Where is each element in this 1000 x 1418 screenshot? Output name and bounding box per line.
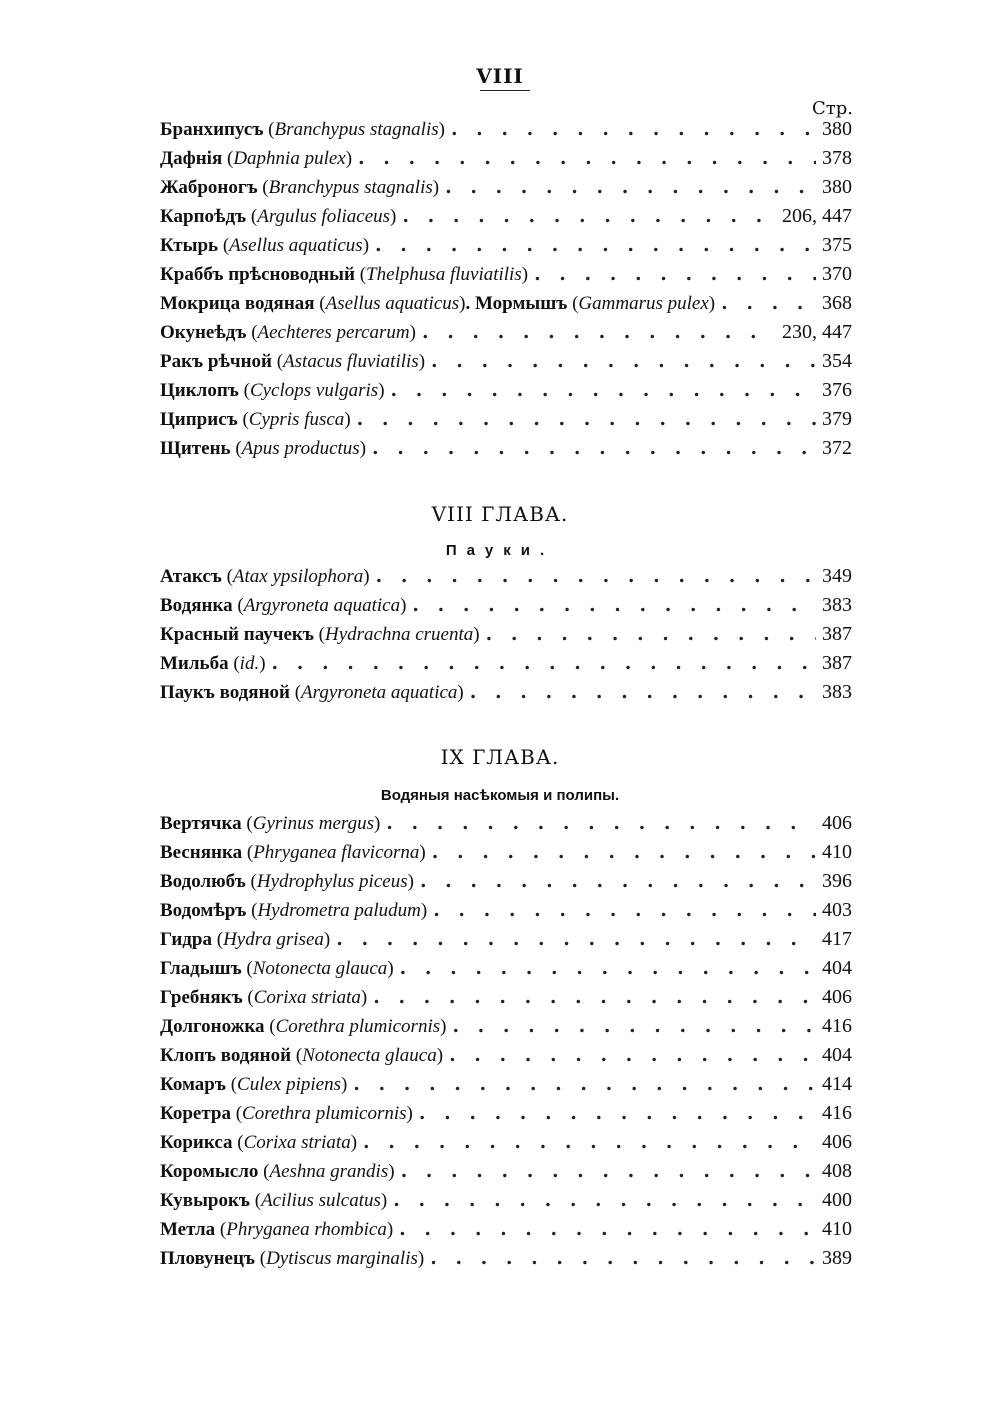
entry-latin: Cyclops vulgaris <box>249 380 379 401</box>
entry-latin: Notonecta glauca <box>252 958 388 979</box>
close-paren: ) <box>400 595 407 616</box>
entry-pages: 406 <box>822 812 852 834</box>
entry-latin: Argyroneta aquatica <box>301 682 458 703</box>
index-entry <box>160 594 852 623</box>
close-paren: ) <box>406 1103 413 1124</box>
dot-leader <box>412 594 816 616</box>
close-paren: ) <box>420 900 428 921</box>
close-paren: ) <box>409 322 416 343</box>
entry-term: Красный паучекъ <box>160 624 314 645</box>
entry-term: Гладышъ <box>160 958 242 979</box>
close-paren: ) <box>360 987 368 1008</box>
entry-pages: 410 <box>822 841 852 863</box>
entry-latin: Dytiscus marginalis <box>266 1248 418 1269</box>
close-paren: ) <box>390 206 397 227</box>
section-1-entries <box>160 118 852 466</box>
close-paren: ) <box>380 1190 388 1211</box>
close-paren: ) <box>340 1074 348 1095</box>
entry-pages: 349 <box>822 565 852 587</box>
close-paren: ) <box>436 1045 444 1066</box>
entry-latin: Hydrachna cruenta <box>325 624 474 645</box>
index-entry <box>160 205 852 234</box>
entry-pages: 404 <box>822 957 852 979</box>
index-entry <box>160 176 852 205</box>
entry-latin: Argulus foliaceus <box>257 206 391 227</box>
dot-leader <box>422 321 776 343</box>
entry-term: Мокрица водяная <box>160 293 315 314</box>
dot-leader <box>376 565 816 587</box>
open-paren: ( <box>242 842 254 863</box>
dot-leader <box>391 379 816 401</box>
index-entry <box>160 957 852 986</box>
dot-leader <box>336 928 816 950</box>
close-paren: ) <box>373 813 381 834</box>
entry-latin: Gyrinus mergus <box>252 813 374 834</box>
entry-latin: Culex pipiens <box>237 1074 341 1095</box>
entry-term: Пловунецъ <box>160 1248 255 1269</box>
open-paren: ( <box>230 438 242 459</box>
entry-pages: 403 <box>822 899 852 921</box>
section-3-entries <box>160 812 852 1276</box>
entry-latin: Aechteres percarum <box>257 322 410 343</box>
index-entry <box>160 1102 852 1131</box>
index-entry <box>160 681 852 710</box>
close-paren: ) <box>323 929 331 950</box>
dot-leader <box>373 986 816 1008</box>
entry-term: Ктырь <box>160 235 219 256</box>
entry-term: Метла <box>160 1219 216 1240</box>
entry-latin: Daphnia pulex <box>233 148 346 169</box>
index-entry <box>160 899 852 928</box>
entry-latin: Notonecta glauca <box>302 1045 437 1066</box>
entry-latin: Corethra plumicornis <box>242 1103 407 1124</box>
entry-term: Корикса <box>160 1132 233 1153</box>
index-entry <box>160 928 852 957</box>
index-entry <box>160 841 852 870</box>
dot-leader <box>452 1015 816 1037</box>
entry-pages: 370 <box>822 263 852 285</box>
open-paren: ( <box>567 293 579 314</box>
entry-latin: Corixa striata <box>243 1132 351 1153</box>
dot-leader <box>451 118 816 140</box>
index-entry <box>160 1160 852 1189</box>
close-paren: ) <box>345 148 353 169</box>
open-paren: ( <box>245 871 257 892</box>
index-entry <box>160 1247 852 1276</box>
open-paren: ( <box>246 900 258 921</box>
entry-term: Веснянка <box>160 842 243 863</box>
dot-leader <box>400 957 816 979</box>
close-paren: ) <box>259 653 266 674</box>
entry-pages: 387 <box>822 652 852 674</box>
index-entry <box>160 234 852 263</box>
dot-leader <box>430 1247 816 1269</box>
entry-pages: 387 <box>822 623 852 645</box>
entry-latin: Atax ypsilophora <box>232 566 364 587</box>
index-entry <box>160 1073 852 1102</box>
index-entry <box>160 1131 852 1160</box>
dot-leader <box>401 1160 816 1182</box>
page-number: VIII <box>476 64 524 88</box>
dot-leader <box>431 350 816 372</box>
entry-latin: id. <box>239 653 260 674</box>
entry-pages: 400 <box>822 1189 852 1211</box>
entry-term: Ракъ рѣчной <box>160 351 272 372</box>
index-entry <box>160 623 852 652</box>
entry-pages: 414 <box>822 1073 852 1095</box>
entry-term: Дафнія <box>160 148 223 169</box>
entry-latin: Branchypus stagnalis <box>274 119 439 140</box>
open-paren: ( <box>225 1074 238 1095</box>
dot-leader <box>375 234 816 256</box>
entry-pages: 383 <box>822 681 852 703</box>
index-entry <box>160 263 852 292</box>
close-paren: ) <box>378 380 385 401</box>
entry-pages: 389 <box>822 1247 852 1269</box>
entry-term: Кувырокъ <box>160 1190 250 1211</box>
index-entry <box>160 1015 852 1044</box>
index-entry <box>160 118 852 147</box>
dot-leader <box>358 147 816 169</box>
open-paren: ( <box>258 1161 270 1182</box>
index-entry <box>160 292 852 321</box>
open-paren: ( <box>238 380 250 401</box>
entry-pages: 376 <box>822 379 852 401</box>
index-entry <box>160 321 852 350</box>
close-paren: ) <box>457 682 464 703</box>
entry-latin: Asellus aquaticus <box>325 293 460 314</box>
open-paren: ( <box>246 322 258 343</box>
entry-term: Бранхипусъ <box>160 119 264 140</box>
open-paren: ( <box>246 206 258 227</box>
index-entry <box>160 147 852 176</box>
dot-leader <box>399 1218 816 1240</box>
index-entry <box>160 1218 852 1247</box>
open-paren: ( <box>232 1132 244 1153</box>
close-paren: ) <box>363 566 370 587</box>
close-paren: ) <box>419 842 426 863</box>
close-paren: ) <box>407 871 414 892</box>
entry-term: Гидра <box>160 929 212 950</box>
entry-latin: Asellus aquaticus <box>229 235 363 256</box>
dot-leader <box>393 1189 816 1211</box>
open-paren: ( <box>264 1016 276 1037</box>
entry-pages: 380 <box>822 118 852 140</box>
index-entry <box>160 379 852 408</box>
close-paren: ) <box>388 1161 395 1182</box>
entry-pages: 372 <box>822 437 852 459</box>
entry-pages: 354 <box>822 350 852 372</box>
entry-latin: Phryganea flavicorna <box>253 842 420 863</box>
dot-leader <box>433 899 816 921</box>
dot-leader <box>721 292 816 314</box>
open-paren: ( <box>215 1219 227 1240</box>
entry-term: Краббъ прѣсноводный <box>160 264 355 285</box>
entry-term: Гребнякъ <box>160 987 243 1008</box>
open-paren: ( <box>291 1045 303 1066</box>
entry-term: Клопъ водяной <box>160 1045 292 1066</box>
index-entry <box>160 1044 852 1073</box>
close-paren: ) <box>440 1016 447 1037</box>
dot-leader <box>419 1102 816 1124</box>
entry-term: Циприсъ <box>160 409 238 430</box>
entry-pages: 410 <box>822 1218 852 1240</box>
index-entry <box>160 986 852 1015</box>
entry-extra-term: . Мормышъ <box>465 293 568 314</box>
entry-pages: 416 <box>822 1102 852 1124</box>
open-paren: ( <box>237 409 249 430</box>
dot-leader <box>272 652 816 674</box>
page-number-rule <box>480 90 530 91</box>
close-paren: ) <box>432 177 440 198</box>
entry-pages: 368 <box>822 292 852 314</box>
index-entry <box>160 652 852 681</box>
entry-term: Комаръ <box>160 1074 226 1095</box>
entry-pages: 404 <box>822 1044 852 1066</box>
open-paren: ( <box>241 958 253 979</box>
entry-pages: 383 <box>822 594 852 616</box>
entry-term: Карпоѣдъ <box>160 206 247 227</box>
open-paren: ( <box>232 595 244 616</box>
close-paren: ) <box>359 438 367 459</box>
entry-pages: 379 <box>822 408 852 430</box>
dot-leader <box>363 1131 816 1153</box>
entry-term: Вертячка <box>160 813 242 834</box>
entry-term: Окунеѣдъ <box>160 322 247 343</box>
dot-leader <box>372 437 816 459</box>
entry-term: Водомѣръ <box>160 900 247 921</box>
index-entry <box>160 408 852 437</box>
entry-latin: Branchypus stagnalis <box>268 177 433 198</box>
close-paren: ) <box>344 409 351 430</box>
open-paren: ( <box>228 653 240 674</box>
entry-pages: 417 <box>822 928 852 950</box>
open-paren: ( <box>263 119 275 140</box>
dot-leader <box>432 841 816 863</box>
entry-latin: Thelphusa fluviatilis <box>366 264 522 285</box>
entry-latin: Apus productus <box>241 438 360 459</box>
entry-latin: Acilius sulcatus <box>261 1190 381 1211</box>
close-paren: ) <box>473 624 480 645</box>
entry-term: Атаксъ <box>160 566 222 587</box>
entry-term: Жаброногъ <box>160 177 258 198</box>
open-paren: ( <box>250 1190 262 1211</box>
dot-leader <box>386 812 816 834</box>
entry-latin: Cypris fusca <box>248 409 345 430</box>
dot-leader <box>357 408 816 430</box>
entry-latin: Aeshna grandis <box>269 1161 389 1182</box>
entry-pages: 408 <box>822 1160 852 1182</box>
entry-latin: Corethra plumicornis <box>275 1016 441 1037</box>
open-paren: ( <box>313 624 325 645</box>
entry-term: Коромысло <box>160 1161 259 1182</box>
open-paren: ( <box>271 351 284 372</box>
entry-term: Долгоножка <box>160 1016 265 1037</box>
close-paren: ) <box>387 958 394 979</box>
section-2-entries <box>160 565 852 710</box>
index-entry <box>160 1189 852 1218</box>
entry-term: Коретра <box>160 1103 231 1124</box>
entry-latin: Hydrometra paludum <box>257 900 421 921</box>
entry-term: Паукъ водяной <box>160 682 290 703</box>
open-paren: ( <box>212 929 224 950</box>
open-paren: ( <box>354 264 367 285</box>
entry-pages: 230, 447 <box>782 321 852 343</box>
dot-leader <box>402 205 776 227</box>
entry-latin: Corixa striata <box>253 987 361 1008</box>
index-entry <box>160 437 852 466</box>
dot-leader <box>470 681 816 703</box>
entry-latin: Phryganea rhombica <box>226 1219 387 1240</box>
entry-pages: 396 <box>822 870 852 892</box>
entry-term: Щитень <box>160 438 231 459</box>
index-entry <box>160 812 852 841</box>
entry-term: Циклопъ <box>160 380 239 401</box>
entry-latin: Hydrophylus piceus <box>256 871 408 892</box>
entry-pages: 416 <box>822 1015 852 1037</box>
chapter-9-title: IX ГЛАВА. <box>440 745 560 769</box>
entry-pages: 206, 447 <box>782 205 852 227</box>
open-paren: ( <box>218 235 230 256</box>
entry-term: Водолюбъ <box>160 871 246 892</box>
dot-leader <box>534 263 816 285</box>
chapter-9-subtitle: Водяныя насѣкомыя и полипы. <box>380 787 620 804</box>
entry-pages: 406 <box>822 1131 852 1153</box>
dot-leader <box>445 176 816 198</box>
open-paren: ( <box>242 987 254 1008</box>
close-paren: ) <box>418 351 426 372</box>
dot-leader <box>449 1044 816 1066</box>
index-entry <box>160 870 852 899</box>
index-entry <box>160 350 852 379</box>
chapter-8-title: VIII ГЛАВА. <box>431 502 569 526</box>
open-paren: ( <box>222 148 234 169</box>
entry-extra-latin: Gammarus pulex <box>578 293 709 314</box>
entry-pages: 406 <box>822 986 852 1008</box>
close-paren: ) <box>386 1219 394 1240</box>
dot-leader <box>486 623 816 645</box>
entry-pages: 375 <box>822 234 852 256</box>
open-paren: ( <box>289 682 302 703</box>
index-entry <box>160 565 852 594</box>
close-paren: ) <box>362 235 370 256</box>
close-paren: ) <box>708 293 716 314</box>
chapter-8-subtitle: Пауки. <box>445 542 555 559</box>
open-paren: ( <box>314 293 326 314</box>
entry-latin: Astacus fluviatilis <box>283 351 419 372</box>
open-paren: ( <box>257 177 269 198</box>
open-paren: ( <box>221 566 233 587</box>
entry-term: Мильба <box>160 653 229 674</box>
entry-term: Водянка <box>160 595 233 616</box>
dot-leader <box>353 1073 816 1095</box>
close-paren: ) <box>459 293 466 314</box>
entry-latin: Argyroneta aquatica <box>243 595 401 616</box>
open-paren: ( <box>230 1103 243 1124</box>
pages-column-header: Стр. <box>812 98 853 119</box>
entry-pages: 378 <box>822 147 852 169</box>
close-paren: ) <box>521 264 529 285</box>
entry-latin: Hydra grisea <box>223 929 324 950</box>
dot-leader <box>420 870 816 892</box>
entry-pages: 380 <box>822 176 852 198</box>
open-paren: ( <box>254 1248 267 1269</box>
close-paren: ) <box>417 1248 425 1269</box>
close-paren: ) <box>438 119 445 140</box>
open-paren: ( <box>241 813 253 834</box>
close-paren: ) <box>350 1132 358 1153</box>
